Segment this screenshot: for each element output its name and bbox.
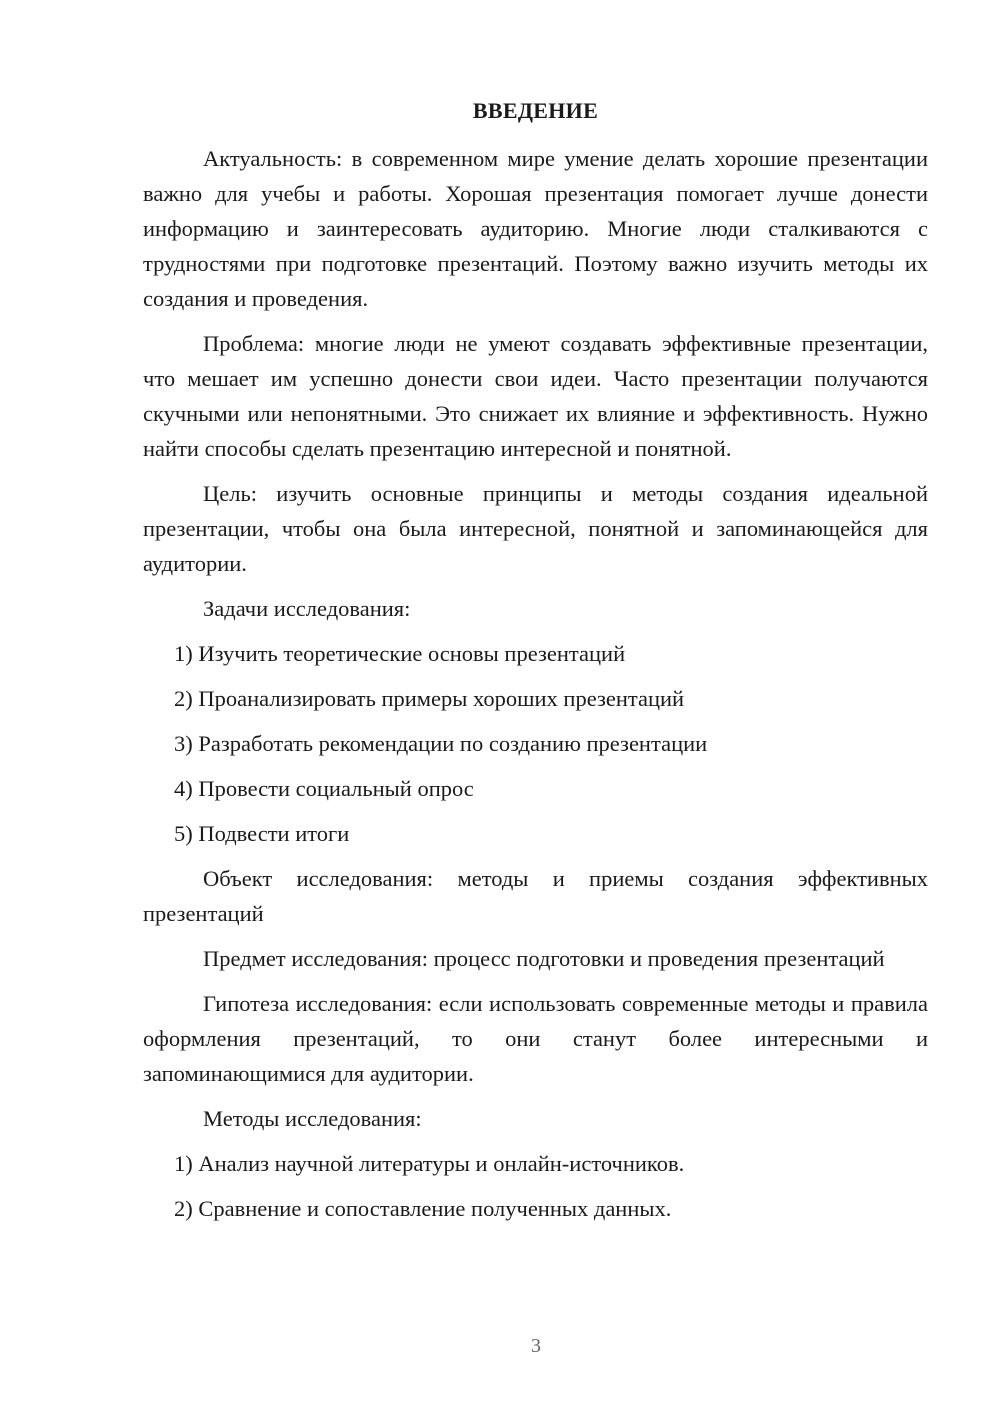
method-item: 1) Анализ научной литературы и онлайн-источников. xyxy=(174,1151,685,1176)
object-paragraph: Объект исследования: методы и приемы создания эффективных презентаций xyxy=(143,866,928,926)
task-item: 3) Разработать рекомендации по созданию презентации xyxy=(174,731,708,756)
task-item: 2) Проанализировать примеры хороших презентаций xyxy=(174,686,685,711)
section-title: ВВЕДЕНИЕ xyxy=(472,98,599,123)
tasks-list xyxy=(143,636,928,851)
tasks-heading: Задачи исследования: xyxy=(203,596,411,621)
methods-list xyxy=(143,1146,928,1226)
document-page xyxy=(143,96,928,1236)
problem-paragraph: Проблема: многие люди не умеют создавать эффективные презентации, что мешает им успешно донести свои идеи. Часто презентации получаются скучными или непонятными. Это снижает их влияние и эффективность. Нужно найти способы сделать презентацию интересной и понятной. xyxy=(143,331,928,461)
subject-paragraph: Предмет исследования: процесс подготовки и проведения презентаций xyxy=(203,946,885,971)
goal-paragraph: Цель: изучить основные принципы и методы создания идеальной презентации, чтобы она была интересной, понятной и запоминающейся для аудитории. xyxy=(143,481,928,576)
relevance-paragraph: Актуальность: в современном мире умение делать хорошие презентации важно для учебы и работы. Хорошая презентация помогает лучше донести информацию и заинтересовать аудиторию. Многие люди сталкиваются с трудностями при подготовке презентаций. Поэтому важно изучить методы их создания и проведения. xyxy=(143,146,928,311)
methods-heading: Методы исследования: xyxy=(203,1106,422,1131)
page-number: 3 xyxy=(531,1335,541,1357)
task-item: 1) Изучить теоретические основы презентаций xyxy=(174,641,626,666)
task-item: 4) Провести социальный опрос xyxy=(174,776,474,801)
method-item: 2) Сравнение и сопоставление полученных данных. xyxy=(174,1196,672,1221)
hypothesis-paragraph: Гипотеза исследования: если использовать современные методы и правила оформления презентаций, то они станут более интересными и запоминающимися для аудитории. xyxy=(143,991,928,1086)
task-item: 5) Подвести итоги xyxy=(174,821,350,846)
